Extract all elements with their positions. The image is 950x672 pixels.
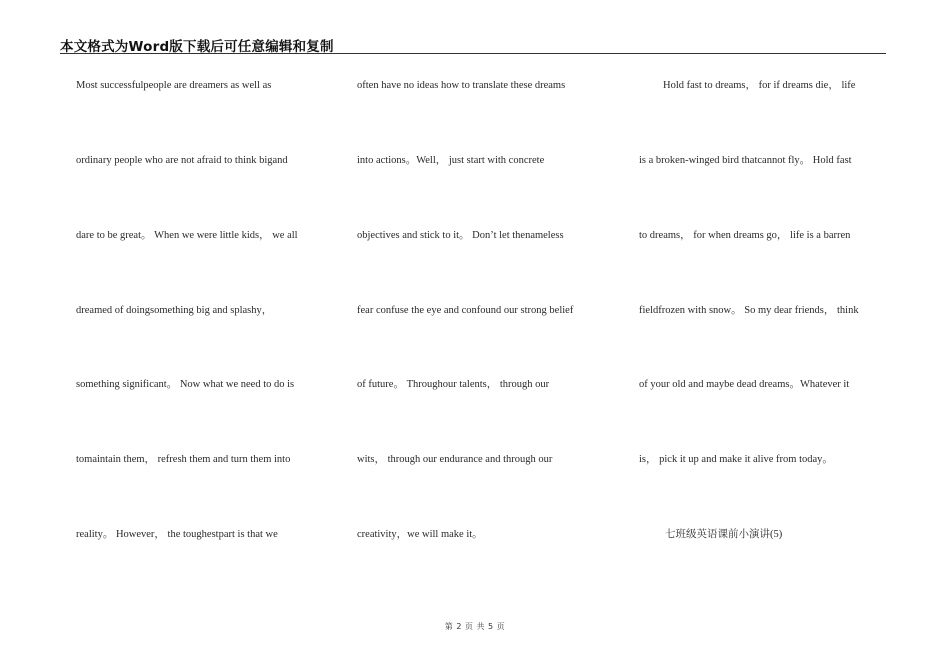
page-number: 第 2 页 共 5 页 — [444, 622, 506, 631]
document-header-title: 本文格式为Word版下载后可任意编辑和复制 — [60, 39, 334, 55]
text-line: fieldfrozen with snow。 So my dear friends， think — [639, 305, 859, 316]
text-line: objectives and stick to it。 Don’t let thenameless — [357, 230, 564, 241]
text-line: reality。 However， the toughestpart is that we — [76, 529, 278, 540]
text-line: of future。 Throughour talents， through our — [357, 379, 550, 390]
text-line: fear confuse the eye and confound our strong belief — [357, 305, 574, 316]
text-line: of your old and maybe dead dreams。Whatever it — [639, 379, 850, 390]
text-line: creativity，we will make it。 — [357, 529, 483, 540]
text-line: dreamed of doingsomething big and splashy， — [76, 305, 273, 316]
text-line: something significant。 Now what we need to do is — [76, 379, 295, 390]
text-line: is a broken-winged bird thatcannot fly。 Hold fast — [639, 155, 852, 166]
text-line: Hold fast to dreams， for if dreams die， life — [663, 80, 856, 91]
text-line: tomaintain them， refresh them and turn them into — [76, 454, 291, 465]
text-line: into actions。Well， just start with concrete — [357, 155, 545, 166]
text-line: wits， through our endurance and through our — [357, 454, 553, 465]
section-title: 七班级英语课前小演讲(5) — [665, 529, 783, 540]
text-line: ordinary people who are not afraid to think bigand — [76, 155, 288, 166]
text-line: is， pick it up and make it alive from today。 — [639, 454, 833, 465]
text-line: to dreams， for when dreams go， life is a barren — [639, 230, 851, 241]
text-line: Most successfulpeople are dreamers as well as — [76, 80, 272, 91]
text-line: dare to be great。 When we were little kids， we all — [76, 230, 298, 241]
text-line: often have no ideas how to translate these dreams — [357, 80, 566, 91]
header-divider — [60, 53, 886, 54]
